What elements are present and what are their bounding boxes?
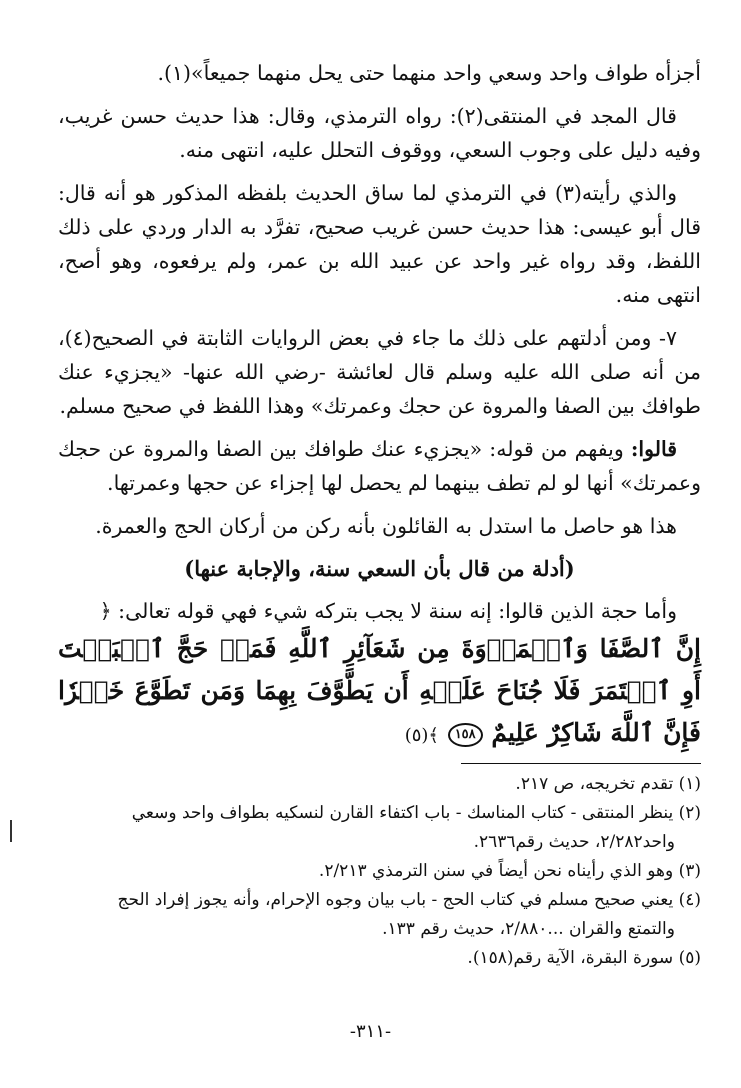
qalu-rest: ويفهم من قوله: «يجزيء عنك طوافك بين الصفا والمروة عن حجك وعمرتك» أنها لو لم تطف بينهما لم يحصل لها إجزاء عن حجها وعمرتها. (58, 437, 701, 495)
footnote-2: (٢) ينظر المنتقى - كتاب المناسك - باب اكتفاء القارن لنسكيه بطواف واحد وسعي (131, 803, 701, 823)
footnotes (58, 770, 701, 973)
footnote-2-continuation: واحد٢/٢٨٢، حديث رقم٢٦٣٦. (473, 832, 675, 852)
paragraph-tirmidhi-text: والذي رأيته(٣) في الترمذي لما ساق الحديث بلفظه المذكور هو أنه قال: قال أبو عيسى: هذا حديث حسن غريب صحيح، تفرَّد به الدار وردي على ذلك اللفظ، وقد رواه غير واحد عن عبيد الله بن عمر، ولم يرفعوه، وهو أصح، انتهى منه. (58, 181, 701, 307)
verse-close: ﴾(٥) (404, 725, 439, 746)
paragraph-sunna-argument: وأما حجة الذين قالوا: إنه سنة لا يجب بتركه شيء فهي قوله تعالى: ﴿ (99, 599, 677, 623)
paragraph-majd-quote: قال المجد في المنتقى(٢): رواه الترمذي، وقال: هذا حديث حسن غريب، وفيه دليل على وجوب السعي، ووقوف التحلل عليه، انتهى منه. (58, 104, 701, 162)
footnote-4-continuation: والتمتع والقران ...٢/٨٨٠، حديث رقم ١٣٣. (382, 919, 675, 939)
section-heading: (أدلة من قال بأن السعي سنة، والإجابة عنها) (184, 556, 575, 581)
paragraph-evidence-7: ٧- ومن أدلتهم على ذلك ما جاء في بعض الروايات الثابتة في الصحيح(٤)، من أنه صلى الله عليه وسلم قال لعائشة -رضي الله عنها- «يجزيء عنك طوافك بين الصفا والمروة عن حجك وعمرتك» وهذا اللفظ في صحيح مسلم. (58, 326, 701, 418)
paragraph-continuation: أجزأه طواف واحد وسعي واحد منهما حتى يحل منهما جميعاً»(١). (157, 61, 701, 85)
ayah-number-marker: ١٥٨ (448, 723, 483, 747)
verse-text: إِنَّ ٱلصَّفَا وَٱلۡمَرۡوَةَ مِن شَعَآئِرِ ٱللَّهِ فَمَنۡ حَجَّ ٱلۡبَيۡتَ أَوِ ٱعۡتَمَرَ فَلَا جُنَاحَ عَلَيۡهِ أَن يَطَّوَّفَ بِهِمَا وَمَن تَطَوَّعَ خَيۡرٗا فَإِنَّ ٱللَّهَ شَاكِرٌ عَلِيمٌ (58, 634, 701, 747)
paragraph-summary: هذا هو حاصل ما استدل به القائلون بأنه ركن من أركان الحج والعمرة. (95, 514, 677, 538)
footnote-1: (١) تقدم تخريجه، ص ٢١٧. (515, 774, 701, 794)
footnote-3: (٣) وهو الذي رأيناه نحن أيضاً في سنن الترمذي ٢/٢١٣. (318, 861, 701, 881)
margin-mark (10, 820, 12, 842)
footnote-4: (٤) يعني صحيح مسلم في كتاب الحج - باب بيان وجوه الإحرام، وأنه يجوز إفراد الحج (117, 890, 701, 910)
footnote-5: (٥) سورة البقرة، الآية رقم(١٥٨). (467, 948, 701, 968)
qalu-lead: قالوا: (630, 437, 677, 461)
footnote-separator (461, 763, 701, 764)
quran-verse (58, 628, 701, 757)
page-number: -٣١١- (349, 1021, 392, 1042)
paragraph-qalu (58, 432, 701, 500)
